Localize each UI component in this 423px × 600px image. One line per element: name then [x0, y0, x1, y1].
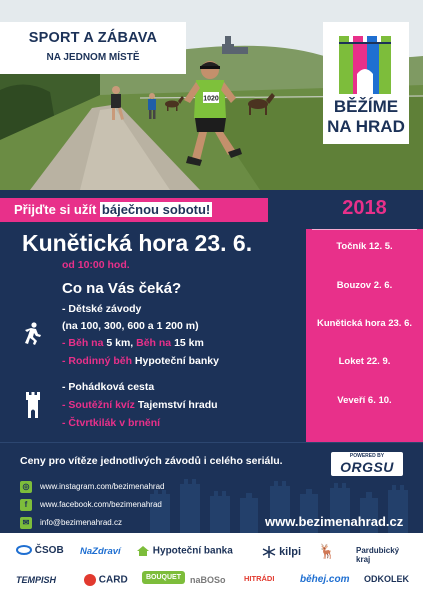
sponsor-logo: [136, 545, 233, 557]
tower-icon: [26, 392, 40, 418]
kids-race: - Dětské závody: [62, 303, 142, 315]
sponsor-logo: BOUQUET: [142, 571, 185, 584]
sponsor-logo: ODKOLEK: [364, 574, 409, 584]
csob-icon: [16, 545, 32, 555]
sponsors-strip: [0, 533, 423, 600]
castle-logo-icon: [337, 30, 395, 94]
quiz-topic: Tajemství hradu: [137, 399, 218, 411]
sponsor-logo: naBOSo: [190, 575, 226, 585]
email-link[interactable]: [20, 516, 122, 529]
invite-banner: [0, 198, 268, 222]
instagram-icon: ◎: [20, 481, 32, 493]
powered-by-label: POWERED BY: [349, 453, 385, 459]
email-address: info@bezimenahrad.cz: [40, 518, 122, 527]
prize-text: Ceny pro vítěze jednotlivých závodů i celého seriálu.: [20, 455, 283, 467]
facebook-icon: f: [20, 499, 32, 511]
race-item: Loket 22. 9.: [338, 356, 391, 367]
sponsor-name: ČSOB: [34, 545, 64, 556]
sponsor-logo: NaZdraví: [80, 546, 121, 557]
run-b-distance: 15 km: [174, 337, 204, 349]
sponsor-logo: TEMPISH: [16, 575, 57, 585]
sponsor-logo: běhej.com: [300, 574, 350, 585]
page-title: SPORT A ZÁBAVA: [28, 30, 158, 46]
kids-distances: (na 100, 300, 600 a 1 200 m): [62, 320, 199, 332]
run-a-label: - Běh na: [62, 337, 107, 349]
sponsor-name: Hypoteční banka: [152, 545, 233, 557]
sponsor-logo: Pardubický kraj: [356, 546, 400, 564]
powered-by-logo: [331, 452, 403, 476]
header-box: [0, 22, 186, 74]
page-subtitle: NA JEDNOM MÍSTĚ: [46, 52, 140, 63]
event-time: od 10:00 hod.: [62, 259, 130, 271]
sponsor-logo: [16, 545, 64, 556]
sponsor-logo: [84, 574, 128, 586]
family-run-sponsor: Hypoteční banky: [134, 355, 219, 367]
hero-photo: [0, 0, 423, 190]
instagram-url: www.instagram.com/bezimenahrad: [40, 482, 165, 491]
house-icon: [136, 545, 150, 557]
race-item: Veveří 6. 10.: [337, 395, 392, 406]
sponsor-name: kilpi: [279, 546, 302, 558]
runner-icon: [22, 322, 42, 346]
deer-icon: 🦌: [318, 543, 336, 559]
race-item: Točník 12. 5.: [336, 241, 393, 252]
run-b-label: Běh na: [136, 337, 175, 349]
website-link[interactable]: www.bezimenahrad.cz: [265, 514, 404, 529]
family-run: [62, 355, 219, 367]
instagram-link[interactable]: [20, 480, 165, 493]
logo-line1: BĚŽÍME: [333, 97, 399, 116]
banner-text: Přijďte si užít: [14, 202, 100, 217]
main-runs: [62, 337, 204, 349]
sponsor-name: CARD: [98, 574, 128, 586]
quiz: [62, 399, 218, 411]
sponsor-logo: [262, 546, 301, 558]
quarter-mile: [62, 417, 160, 429]
run-separator: ,: [130, 337, 137, 349]
section-heading: Co na Vás čeká?: [62, 280, 182, 297]
fairy-path: - Pohádková cesta: [62, 381, 155, 393]
quiz-label: - Soutěžní kvíz: [62, 399, 138, 411]
sponsor-logo: HITRÁDI: [244, 574, 275, 583]
race-item: Bouzov 2. 6.: [336, 280, 393, 291]
quarter-mile-label: - Čtvrtkilák: [62, 417, 120, 429]
family-run-label: - Rodinný běh: [62, 355, 135, 367]
card-icon: [84, 574, 96, 586]
logo-line2: NA HRAD: [327, 117, 405, 136]
sidebar-divider: [312, 229, 417, 230]
banner-highlight: báječnou sobotu!: [101, 202, 211, 217]
facebook-url: www.facebook.com/bezimenahrad: [40, 500, 162, 509]
quarter-mile-place: v brnění: [119, 417, 161, 429]
email-icon: ✉: [20, 517, 32, 529]
series-year: 2018: [342, 197, 387, 219]
brand-logo: [323, 22, 409, 144]
facebook-link[interactable]: [20, 498, 162, 511]
race-item: Kunětická hora 23. 6.: [316, 318, 413, 329]
bib-number: 1020: [203, 95, 219, 103]
powered-by-brand: ORGSU: [340, 459, 394, 475]
snowflake-icon: [262, 546, 276, 558]
event-title: Kunětická hora 23. 6.: [22, 230, 253, 256]
run-a-distance: 5 km: [106, 337, 131, 349]
